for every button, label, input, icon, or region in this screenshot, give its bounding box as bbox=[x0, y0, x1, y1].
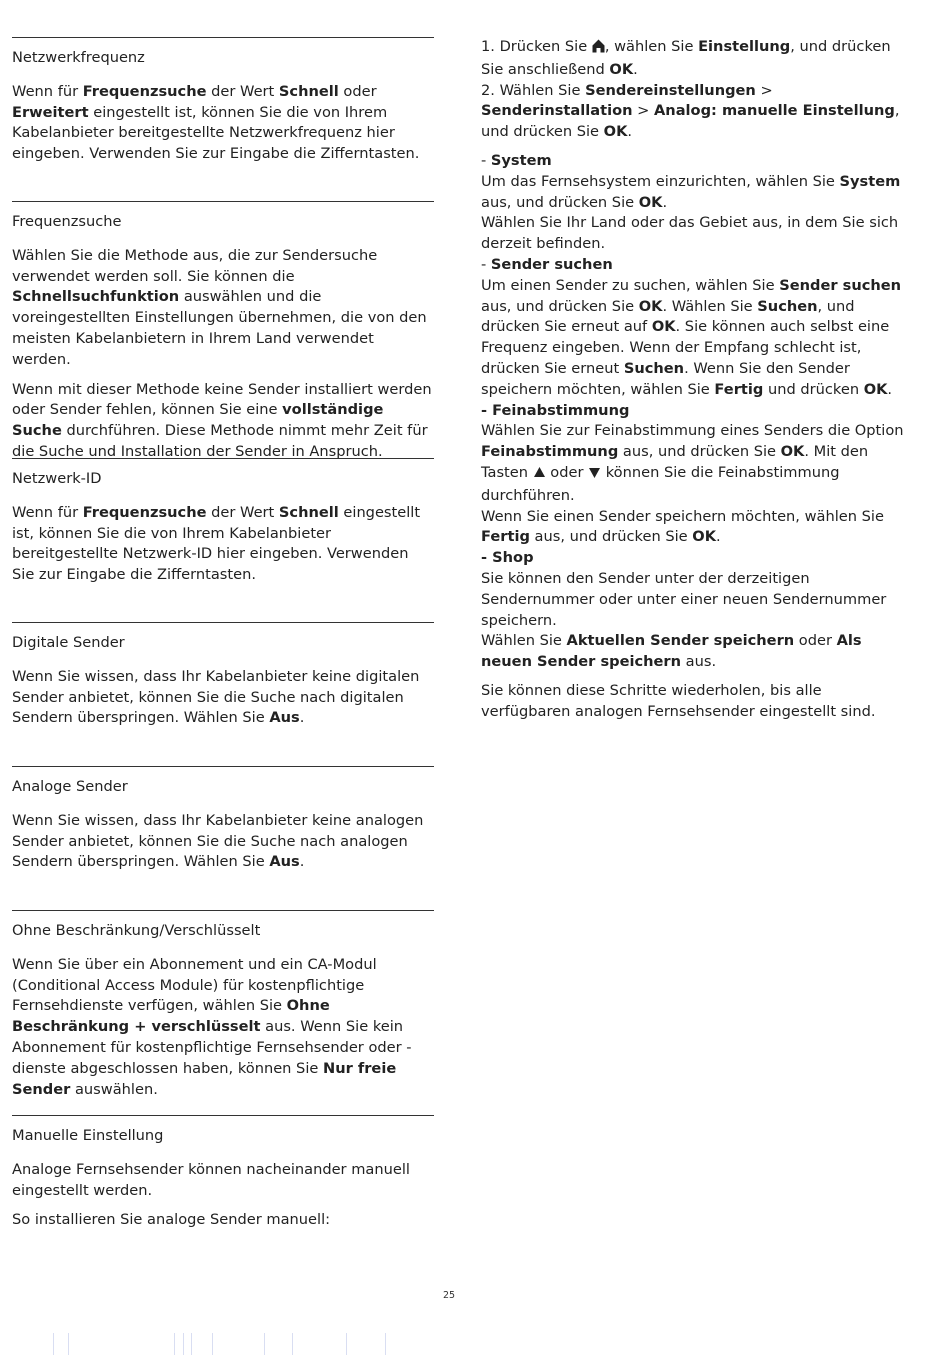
right-column bbox=[481, 37, 913, 723]
section-netzwerkfrequenz bbox=[12, 37, 434, 165]
section-divider bbox=[12, 622, 434, 623]
section-ohne-beschraenkung bbox=[12, 910, 434, 1100]
bottom-edge-mark bbox=[292, 1333, 293, 1355]
bottom-edge-mark bbox=[53, 1333, 54, 1355]
section-paragraph: Wenn Sie über ein Abonnement und ein CA-Modul (Conditional Access Module) für kostenpflichtige Fernsehdienste verfügen, wählen Sie Ohne Beschränkung + verschlüsselt aus. Wenn Sie kein Abonnement für kostenpflichtige Fernsehsender oder -dienste abgeschlossen haben, können Sie Nur freie Sender auswählen. bbox=[12, 955, 412, 1098]
instruction-steps: 1. Drücken Sie , wählen Sie Einstellung, und drücken Sie anschließend OK. 2. Wählen Sie Sendereinstellungen > Senderinstallation > Analog: manuelle Einstellung, und drücken Sie OK. bbox=[481, 38, 900, 141]
option-descriptions: - System Um das Fernsehsystem einzurichten, wählen Sie System aus, und drücken Sie OK. Wählen Sie Ihr Land oder das Gebiet aus, in dem Sie sich derzeit befinden. - Sender suchen Um einen Sender zu suchen, wählen Sie Sender suchen aus, und drücken Sie OK. Wählen Sie Suchen, und drücken Sie erneut auf OK. Sie können auch selbst eine Frequenz eingeben. Wenn der Empfang schlecht ist, drücken Sie erneut Suchen. Wenn Sie den Sender speichern möchten, wählen Sie Fertig und drücken OK. - Feinabstimmung Wählen Sie zur Feinabstimmung eines Senders die Option Feinabstimmung aus, und drücken Sie OK. Mit den Tasten oder können Sie die Feinabstimmung durchführen. Wenn Sie einen Sender speichern möchten, wählen Sie Fertig aus, und drücken Sie OK. - Shop Sie können den Sender unter der derzeitigen Sendernummer oder unter einer neuen Sendernummer speichern. Wählen Sie Aktuellen Sender speichern oder Als neuen Sender speichern aus. bbox=[481, 151, 904, 671]
bottom-edge-mark bbox=[183, 1333, 184, 1355]
section-divider bbox=[12, 37, 434, 38]
section-analoge-sender bbox=[12, 766, 434, 873]
section-frequenzsuche bbox=[12, 201, 434, 463]
section-manuelle-einstellung bbox=[12, 1115, 434, 1231]
section-paragraph: Wenn Sie wissen, dass Ihr Kabelanbieter keine digitalen Sender anbietet, können Sie die Suche nach digitalen Sendern überspringen. Wählen Sie Aus. bbox=[12, 667, 420, 727]
section-title: Netzwerk-ID bbox=[12, 470, 102, 487]
up-arrow-icon bbox=[533, 465, 546, 486]
closing-note: Sie können diese Schritte wiederholen, bis alle verfügbaren analogen Fernsehsender eingestellt sind. bbox=[481, 681, 876, 720]
down-arrow-icon bbox=[588, 465, 601, 486]
section-divider bbox=[12, 766, 434, 767]
section-paragraph: Analoge Fernsehsender können nacheinander manuell eingestellt werden. bbox=[12, 1160, 410, 1199]
section-paragraph: So installieren Sie analoge Sender manuell: bbox=[12, 1211, 331, 1229]
section-divider bbox=[12, 910, 434, 911]
section-title: Analoge Sender bbox=[12, 778, 128, 795]
section-title: Netzwerkfrequenz bbox=[12, 49, 145, 66]
section-title: Ohne Beschränkung/Verschlüsselt bbox=[12, 922, 261, 939]
section-paragraph: Wenn mit dieser Methode keine Sender installiert werden oder Sender fehlen, können Sie eine vollständige Suche durchführen. Diese Methode nimmt mehr Zeit für die Suche und Installation der Sender in Anspruch. bbox=[12, 380, 432, 460]
section-title: Digitale Sender bbox=[12, 634, 125, 651]
bottom-edge-mark bbox=[68, 1333, 69, 1355]
section-netzwerk-id bbox=[12, 458, 434, 586]
section-title: Manuelle Einstellung bbox=[12, 1127, 164, 1144]
bottom-edge-mark bbox=[212, 1333, 213, 1355]
section-paragraph: Wenn für Frequenzsuche der Wert Schnell oder Erweitert eingestellt ist, können Sie die von Ihrem Kabelanbieter bereitgestellte Netzwerkfrequenz hier eingeben. Verwenden Sie zur Eingabe die Zifferntasten. bbox=[12, 82, 420, 163]
section-digitale-sender bbox=[12, 622, 434, 729]
bottom-edge-mark bbox=[191, 1333, 192, 1355]
section-paragraph: Wenn Sie wissen, dass Ihr Kabelanbieter keine analogen Sender anbietet, können Sie die Suche nach analogen Sendern überspringen. Wählen Sie Aus. bbox=[12, 811, 424, 871]
section-divider bbox=[12, 201, 434, 202]
section-divider bbox=[12, 1115, 434, 1116]
bottom-edge-mark bbox=[385, 1333, 386, 1355]
bottom-edge-mark bbox=[174, 1333, 175, 1355]
section-paragraph: Wenn für Frequenzsuche der Wert Schnell eingestellt ist, können Sie die von Ihrem Kabelanbieter bereitgestellte Netzwerk-ID hier eingeben. Verwenden Sie zur Eingabe die Zifferntasten. bbox=[12, 503, 421, 584]
section-divider bbox=[12, 458, 434, 459]
page-number: 25 bbox=[442, 1290, 456, 1301]
section-title: Frequenzsuche bbox=[12, 213, 122, 230]
bottom-edge-mark bbox=[346, 1333, 347, 1355]
home-icon bbox=[592, 39, 605, 60]
section-paragraph: Wählen Sie die Methode aus, die zur Sendersuche verwendet werden soll. Sie können die Schnellsuchfunktion auswählen und die voreingestellten Einstellungen übernehmen, die von den meisten Kabelanbietern in Ihrem Land verwendet werden. bbox=[12, 246, 427, 368]
bottom-edge-mark bbox=[264, 1333, 265, 1355]
